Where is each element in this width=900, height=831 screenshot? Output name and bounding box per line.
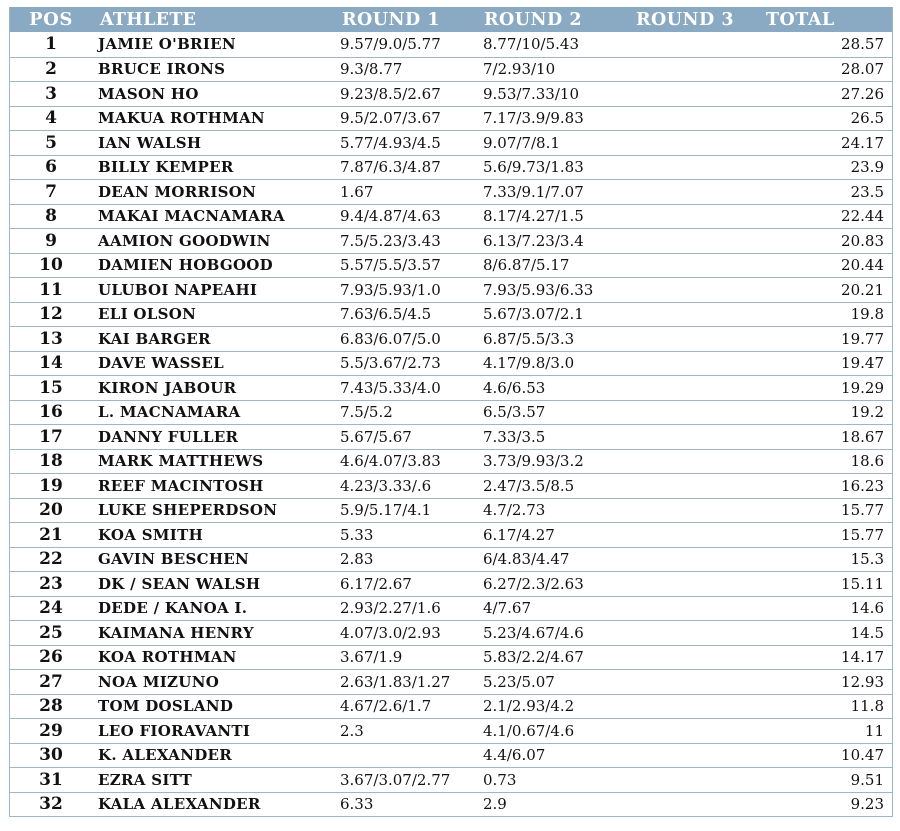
round-2-cell: 5.23/4.67/4.6 xyxy=(483,623,584,642)
round-1-cell: 3.67/3.07/2.77 xyxy=(340,770,451,789)
total-cell: 19.29 xyxy=(841,378,884,397)
table-header xyxy=(10,7,892,32)
round-2-cell: 4.17/9.8/3.0 xyxy=(483,354,575,373)
table-row xyxy=(10,204,892,229)
athlete-cell: KOA ROTHMAN xyxy=(98,648,237,667)
header-round-1: ROUND 1 xyxy=(342,9,440,30)
table-row xyxy=(10,351,892,376)
total-cell: 15.77 xyxy=(841,525,884,544)
table-row xyxy=(10,449,892,474)
round-2-cell: 7/2.93/10 xyxy=(483,60,556,79)
athlete-cell: LUKE SHEPERDSON xyxy=(98,501,278,520)
round-2-cell: 7.33/9.1/7.07 xyxy=(483,182,584,201)
round-1-cell: 4.67/2.6/1.7 xyxy=(340,697,432,716)
round-1-cell: 6.83/6.07/5.0 xyxy=(340,329,441,348)
round-2-cell: 2.1/2.93/4.2 xyxy=(483,697,575,716)
pos-cell: 11 xyxy=(39,279,63,300)
total-cell: 14.6 xyxy=(850,599,884,618)
pos-cell: 16 xyxy=(39,402,63,423)
athlete-cell: K. ALEXANDER xyxy=(98,746,233,765)
pos-cell: 27 xyxy=(39,671,63,692)
total-cell: 15.77 xyxy=(841,501,884,520)
athlete-cell: MAKAI MACNAMARA xyxy=(98,207,285,226)
athlete-cell: JAMIE O'BRIEN xyxy=(98,35,236,54)
round-1-cell: 5.33 xyxy=(340,525,374,544)
total-cell: 20.21 xyxy=(841,280,884,299)
athlete-cell: AAMION GOODWIN xyxy=(98,231,271,250)
athlete-cell: KIRON JABOUR xyxy=(98,378,237,397)
round-1-cell: 7.5/5.23/3.43 xyxy=(340,231,441,250)
pos-cell: 17 xyxy=(39,426,63,447)
total-cell: 19.2 xyxy=(850,403,884,422)
round-2-cell: 8/6.87/5.17 xyxy=(483,256,570,275)
table-row xyxy=(10,694,892,719)
athlete-cell: DANNY FULLER xyxy=(98,427,239,446)
pos-cell: 8 xyxy=(45,206,57,227)
round-1-cell: 2.83 xyxy=(340,550,374,569)
athlete-cell: DEDE / KANOA I. xyxy=(98,599,248,618)
round-2-cell: 0.73 xyxy=(483,770,517,789)
round-1-cell: 1.67 xyxy=(340,182,374,201)
athlete-cell: ULUBOI NAPEAHI xyxy=(98,280,258,299)
pos-cell: 26 xyxy=(39,647,63,668)
athlete-cell: NOA MIZUNO xyxy=(98,672,220,691)
table-row xyxy=(10,645,892,670)
total-cell: 19.47 xyxy=(841,354,884,373)
pos-cell: 30 xyxy=(39,745,63,766)
pos-cell: 31 xyxy=(39,769,63,790)
pos-cell: 6 xyxy=(45,157,57,178)
header-round-2: ROUND 2 xyxy=(484,9,582,30)
total-cell: 24.17 xyxy=(841,133,884,152)
total-cell: 9.51 xyxy=(850,770,884,789)
total-cell: 15.11 xyxy=(841,574,884,593)
athlete-cell: KALA ALEXANDER xyxy=(98,795,261,814)
athlete-cell: DK / SEAN WALSH xyxy=(98,574,261,593)
athlete-cell: BILLY KEMPER xyxy=(98,158,234,177)
table-row xyxy=(10,522,892,547)
pos-cell: 20 xyxy=(39,500,63,521)
round-1-cell: 5.67/5.67 xyxy=(340,427,412,446)
round-2-cell: 4.7/2.73 xyxy=(483,501,546,520)
round-2-cell: 7.33/3.5 xyxy=(483,427,546,446)
round-1-cell: 9.4/4.87/4.63 xyxy=(340,207,441,226)
total-cell: 12.93 xyxy=(841,672,884,691)
total-cell: 23.5 xyxy=(850,182,884,201)
athlete-cell: KOA SMITH xyxy=(98,525,204,544)
total-cell: 20.83 xyxy=(841,231,884,250)
athlete-cell: BRUCE IRONS xyxy=(98,60,226,79)
total-cell: 19.77 xyxy=(841,329,884,348)
round-2-cell: 6.5/3.57 xyxy=(483,403,546,422)
total-cell: 19.8 xyxy=(850,305,884,324)
table-row xyxy=(10,571,892,596)
pos-cell: 18 xyxy=(39,451,63,472)
round-1-cell: 5.77/4.93/4.5 xyxy=(340,133,441,152)
round-1-cell: 4.07/3.0/2.93 xyxy=(340,623,441,642)
pos-cell: 24 xyxy=(39,598,63,619)
pos-cell: 19 xyxy=(39,475,63,496)
table-row xyxy=(10,179,892,204)
round-1-cell: 5.5/3.67/2.73 xyxy=(340,354,441,373)
round-2-cell: 4/7.67 xyxy=(483,599,531,618)
round-1-cell: 2.63/1.83/1.27 xyxy=(340,672,451,691)
pos-cell: 2 xyxy=(45,59,57,80)
athlete-cell: DEAN MORRISON xyxy=(98,182,257,201)
table-row xyxy=(10,498,892,523)
table-row xyxy=(10,792,892,817)
athlete-cell: KAIMANA HENRY xyxy=(98,623,254,642)
table-row xyxy=(10,57,892,82)
round-2-cell: 6.87/5.5/3.3 xyxy=(483,329,575,348)
pos-cell: 32 xyxy=(39,794,63,815)
round-2-cell: 7.17/3.9/9.83 xyxy=(483,109,584,128)
round-1-cell: 4.23/3.33/.6 xyxy=(340,476,432,495)
round-1-cell: 7.93/5.93/1.0 xyxy=(340,280,441,299)
header-total: TOTAL xyxy=(766,9,835,30)
table-row xyxy=(10,106,892,131)
athlete-cell: DAMIEN HOBGOOD xyxy=(98,256,273,275)
round-2-cell: 5.83/2.2/4.67 xyxy=(483,648,584,667)
round-1-cell: 5.57/5.5/3.57 xyxy=(340,256,441,275)
table-row xyxy=(10,400,892,425)
table-row xyxy=(10,277,892,302)
round-1-cell: 9.57/9.0/5.77 xyxy=(340,35,441,54)
athlete-cell: ELI OLSON xyxy=(98,305,197,324)
round-2-cell: 6.17/4.27 xyxy=(483,525,555,544)
results-table xyxy=(9,7,893,817)
athlete-cell: IAN WALSH xyxy=(98,133,202,152)
pos-cell: 7 xyxy=(45,181,57,202)
round-2-cell: 5.23/5.07 xyxy=(483,672,555,691)
round-1-cell: 7.87/6.3/4.87 xyxy=(340,158,441,177)
table-row xyxy=(10,473,892,498)
pos-cell: 5 xyxy=(45,132,57,153)
table-row xyxy=(10,620,892,645)
table-row xyxy=(10,326,892,351)
pos-cell: 28 xyxy=(39,696,63,717)
athlete-cell: TOM DOSLAND xyxy=(98,697,234,716)
total-cell: 28.57 xyxy=(841,35,884,54)
athlete-cell: MAKUA ROTHMAN xyxy=(98,109,265,128)
pos-cell: 1 xyxy=(45,34,57,55)
athlete-cell: DAVE WASSEL xyxy=(98,354,224,373)
round-2-cell: 4.1/0.67/4.6 xyxy=(483,721,575,740)
athlete-cell: KAI BARGER xyxy=(98,329,211,348)
round-1-cell: 4.6/4.07/3.83 xyxy=(340,452,441,471)
round-1-cell: 6.17/2.67 xyxy=(340,574,412,593)
round-1-cell: 3.67/1.9 xyxy=(340,648,403,667)
round-1-cell: 7.5/5.2 xyxy=(340,403,393,422)
total-cell: 14.5 xyxy=(850,623,884,642)
athlete-cell: MARK MATTHEWS xyxy=(98,452,264,471)
pos-cell: 22 xyxy=(39,549,63,570)
round-2-cell: 2.47/3.5/8.5 xyxy=(483,476,575,495)
pos-cell: 21 xyxy=(39,524,63,545)
table-row xyxy=(10,375,892,400)
round-2-cell: 6.27/2.3/2.63 xyxy=(483,574,584,593)
round-2-cell: 4.4/6.07 xyxy=(483,746,546,765)
table-row xyxy=(10,767,892,792)
round-1-cell: 7.63/6.5/4.5 xyxy=(340,305,432,324)
pos-cell: 14 xyxy=(39,353,63,374)
table-row xyxy=(10,130,892,155)
round-2-cell: 8.77/10/5.43 xyxy=(483,35,579,54)
table-row xyxy=(10,81,892,106)
table-row xyxy=(10,718,892,743)
athlete-cell: GAVIN BESCHEN xyxy=(98,550,250,569)
total-cell: 14.17 xyxy=(841,648,884,667)
round-1-cell: 9.3/8.77 xyxy=(340,60,403,79)
pos-cell: 15 xyxy=(39,377,63,398)
table-row xyxy=(10,32,892,57)
round-1-cell: 9.23/8.5/2.67 xyxy=(340,84,441,103)
athlete-cell: L. MACNAMARA xyxy=(98,403,241,422)
round-2-cell: 4.6/6.53 xyxy=(483,378,546,397)
table-row xyxy=(10,424,892,449)
pos-cell: 29 xyxy=(39,720,63,741)
header-round-3: ROUND 3 xyxy=(636,9,734,30)
round-2-cell: 7.93/5.93/6.33 xyxy=(483,280,594,299)
athlete-cell: MASON HO xyxy=(98,84,199,103)
pos-cell: 23 xyxy=(39,573,63,594)
athlete-cell: LEO FIORAVANTI xyxy=(98,721,251,740)
round-2-cell: 5.6/9.73/1.83 xyxy=(483,158,584,177)
round-2-cell: 2.9 xyxy=(483,795,507,814)
pos-cell: 9 xyxy=(45,230,57,251)
total-cell: 16.23 xyxy=(841,476,884,495)
round-2-cell: 5.67/3.07/2.1 xyxy=(483,305,584,324)
round-2-cell: 9.53/7.33/10 xyxy=(483,84,579,103)
pos-cell: 25 xyxy=(39,622,63,643)
pos-cell: 13 xyxy=(39,328,63,349)
table-body xyxy=(10,32,892,816)
total-cell: 11.8 xyxy=(850,697,884,716)
header-pos: POS xyxy=(29,9,73,30)
pos-cell: 10 xyxy=(39,255,63,276)
total-cell: 28.07 xyxy=(841,60,884,79)
total-cell: 20.44 xyxy=(841,256,884,275)
total-cell: 23.9 xyxy=(850,158,884,177)
round-1-cell: 2.93/2.27/1.6 xyxy=(340,599,441,618)
athlete-cell: EZRA SITT xyxy=(98,770,193,789)
total-cell: 9.23 xyxy=(850,795,884,814)
table-row xyxy=(10,228,892,253)
total-cell: 11 xyxy=(864,721,884,740)
pos-cell: 12 xyxy=(39,304,63,325)
round-2-cell: 8.17/4.27/1.5 xyxy=(483,207,584,226)
header-athlete: ATHLETE xyxy=(100,9,197,30)
round-1-cell: 6.33 xyxy=(340,795,374,814)
table-row xyxy=(10,155,892,180)
pos-cell: 3 xyxy=(45,83,57,104)
table-row xyxy=(10,547,892,572)
pos-cell: 4 xyxy=(45,108,57,129)
table-row xyxy=(10,302,892,327)
table-row xyxy=(10,743,892,768)
round-1-cell: 9.5/2.07/3.67 xyxy=(340,109,441,128)
round-1-cell: 2.3 xyxy=(340,721,364,740)
round-1-cell: 5.9/5.17/4.1 xyxy=(340,501,432,520)
total-cell: 27.26 xyxy=(841,84,884,103)
total-cell: 18.67 xyxy=(841,427,884,446)
total-cell: 10.47 xyxy=(841,746,884,765)
round-2-cell: 6.13/7.23/3.4 xyxy=(483,231,584,250)
total-cell: 15.3 xyxy=(850,550,884,569)
round-1-cell: 7.43/5.33/4.0 xyxy=(340,378,441,397)
round-2-cell: 3.73/9.93/3.2 xyxy=(483,452,584,471)
round-2-cell: 6/4.83/4.47 xyxy=(483,550,570,569)
table-row xyxy=(10,669,892,694)
round-2-cell: 9.07/7/8.1 xyxy=(483,133,560,152)
athlete-cell: REEF MACINTOSH xyxy=(98,476,264,495)
total-cell: 22.44 xyxy=(841,207,884,226)
table-row xyxy=(10,596,892,621)
total-cell: 18.6 xyxy=(850,452,884,471)
total-cell: 26.5 xyxy=(850,109,884,128)
table-row xyxy=(10,253,892,278)
